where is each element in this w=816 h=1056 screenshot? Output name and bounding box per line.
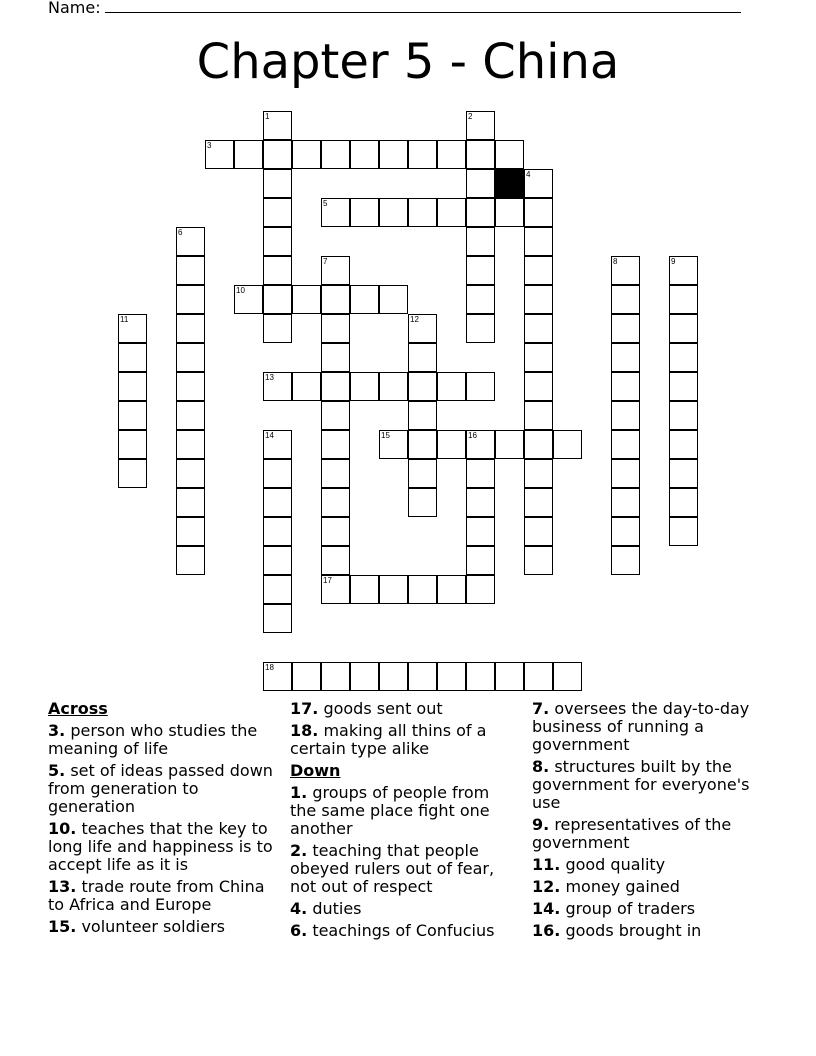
clue-across-17: 17. goods sent out (290, 699, 443, 718)
grid-cell[interactable] (176, 430, 205, 459)
grid-cell[interactable] (408, 343, 437, 372)
grid-cell[interactable] (466, 169, 495, 198)
grid-cell[interactable] (118, 343, 147, 372)
grid-cell[interactable] (611, 372, 640, 401)
grid-cell[interactable] (321, 372, 350, 401)
grid-cell[interactable] (263, 227, 292, 256)
grid-cell[interactable] (321, 488, 350, 517)
clue-number: 13 (265, 373, 274, 382)
grid-cell[interactable] (669, 401, 698, 430)
grid-cell[interactable] (495, 430, 524, 459)
clue-number: 6 (178, 228, 183, 237)
grid-cell[interactable] (350, 285, 379, 314)
grid-cell[interactable] (611, 314, 640, 343)
clue-number: 1 (265, 112, 270, 121)
grid-cell[interactable] (466, 227, 495, 256)
grid-cell[interactable] (669, 343, 698, 372)
clue-down-6: 6. teachings of Confucius (290, 921, 495, 940)
grid-cell[interactable] (524, 285, 553, 314)
grid-cell[interactable] (669, 517, 698, 546)
clue-number: 5 (323, 199, 328, 208)
grid-cell[interactable] (176, 256, 205, 285)
grid-cell[interactable] (408, 430, 437, 459)
clue-down-8: 8. structures built by the government for everyone's use (532, 757, 750, 812)
grid-cell[interactable] (350, 575, 379, 604)
grid-cell[interactable] (524, 517, 553, 546)
clue-down-2: 2. teaching that people obeyed rulers out of fear, not out of respect (290, 841, 495, 896)
grid-cell[interactable] (669, 430, 698, 459)
clue-column-2 (290, 700, 516, 944)
grid-cell[interactable] (176, 343, 205, 372)
across-heading: Across (48, 699, 108, 718)
grid-cell[interactable] (669, 488, 698, 517)
grid-cell[interactable] (379, 140, 408, 169)
clue-number: 3 (207, 141, 212, 150)
grid-cell[interactable] (611, 517, 640, 546)
grid-cell[interactable] (292, 285, 321, 314)
clue-across-18: 18. making all thins of a certain type alike (290, 721, 487, 758)
grid-cell[interactable] (263, 140, 292, 169)
grid-cell[interactable] (350, 372, 379, 401)
clue-number: 10 (236, 286, 245, 295)
clue-across-15: 15. volunteer soldiers (48, 917, 225, 936)
clue-across-5: 5. set of ideas passed down from generation to generation (48, 761, 273, 816)
grid-cell[interactable] (321, 546, 350, 575)
grid-cell[interactable] (234, 140, 263, 169)
down-heading: Down (290, 761, 341, 780)
grid-cell[interactable] (524, 198, 553, 227)
clue-number: 9 (671, 257, 676, 266)
grid-cell[interactable] (321, 662, 350, 691)
clue-number: 2 (468, 112, 473, 121)
grid-cell[interactable] (176, 372, 205, 401)
page-title: Chapter 5 - China (196, 34, 620, 90)
grid-cell[interactable] (524, 459, 553, 488)
grid-cell[interactable] (321, 314, 350, 343)
clue-down-14: 14. group of traders (532, 899, 696, 918)
grid-cell[interactable] (437, 140, 466, 169)
grid-cell[interactable] (321, 343, 350, 372)
grid-cell[interactable] (292, 140, 321, 169)
grid-cell[interactable] (669, 372, 698, 401)
grid-cell[interactable] (379, 285, 408, 314)
grid-cell[interactable] (350, 662, 379, 691)
grid-cell[interactable] (611, 459, 640, 488)
grid-cell[interactable] (118, 401, 147, 430)
clue-number: 14 (265, 431, 274, 440)
grid-cell[interactable] (350, 140, 379, 169)
grid-cell[interactable] (263, 314, 292, 343)
grid-cell[interactable] (408, 372, 437, 401)
grid-cell[interactable] (611, 343, 640, 372)
grid-cell[interactable] (466, 140, 495, 169)
clue-down-1: 1. groups of people from the same place fight one another (290, 783, 490, 838)
grid-cell[interactable] (292, 372, 321, 401)
grid-cell[interactable] (118, 372, 147, 401)
clue-column-1 (48, 700, 284, 940)
grid-cell[interactable] (408, 198, 437, 227)
grid-cell[interactable] (408, 140, 437, 169)
grid-cell[interactable] (263, 285, 292, 314)
grid-cell[interactable] (466, 372, 495, 401)
clue-number: 17 (323, 576, 332, 585)
grid-cell[interactable] (379, 198, 408, 227)
grid-cell[interactable] (176, 401, 205, 430)
grid-cell[interactable] (495, 198, 524, 227)
grid-cell[interactable] (408, 488, 437, 517)
name-label: Name: (48, 0, 101, 17)
grid-cell[interactable] (321, 430, 350, 459)
grid-cell[interactable] (263, 546, 292, 575)
grid-cell[interactable] (669, 314, 698, 343)
grid-cell[interactable] (553, 430, 582, 459)
grid-cell[interactable] (118, 459, 147, 488)
clue-number: 12 (410, 315, 419, 324)
grid-cell[interactable] (321, 401, 350, 430)
clue-down-11: 11. good quality (532, 855, 666, 874)
grid-cell[interactable] (321, 140, 350, 169)
grid-cell[interactable] (176, 546, 205, 575)
clue-number: 15 (381, 431, 390, 440)
clue-column-3 (532, 700, 768, 944)
clue-across-10: 10. teaches that the key to long life and happiness is to accept life as it is (48, 819, 273, 874)
grid-cell[interactable] (524, 401, 553, 430)
grid-cell[interactable] (524, 546, 553, 575)
clue-down-16: 16. goods brought in (532, 921, 702, 940)
clue-number: 16 (468, 431, 477, 440)
grid-cell[interactable] (437, 662, 466, 691)
grid-cell[interactable] (466, 285, 495, 314)
grid-cell[interactable] (437, 198, 466, 227)
grid-cell[interactable] (553, 662, 582, 691)
blocked-cell (495, 169, 524, 198)
clue-down-12: 12. money gained (532, 877, 680, 896)
grid-cell[interactable] (524, 314, 553, 343)
grid-cell[interactable] (118, 430, 147, 459)
grid-cell[interactable] (524, 430, 553, 459)
grid-cell[interactable] (176, 517, 205, 546)
grid-cell[interactable] (379, 575, 408, 604)
grid-cell[interactable] (379, 662, 408, 691)
grid-cell[interactable] (408, 575, 437, 604)
grid-cell[interactable] (524, 227, 553, 256)
grid-cell[interactable] (611, 546, 640, 575)
clue-number: 7 (323, 257, 328, 266)
grid-cell[interactable] (263, 575, 292, 604)
grid-cell[interactable] (263, 488, 292, 517)
grid-cell[interactable] (321, 459, 350, 488)
clue-down-4: 4. duties (290, 899, 362, 918)
grid-cell[interactable] (263, 169, 292, 198)
clue-number: 4 (526, 170, 531, 179)
grid-cell[interactable] (321, 517, 350, 546)
clue-number: 18 (265, 663, 274, 672)
grid-cell[interactable] (263, 459, 292, 488)
grid-cell[interactable] (466, 575, 495, 604)
clue-number: 8 (613, 257, 618, 266)
grid-cell[interactable] (669, 285, 698, 314)
clue-across-13: 13. trade route from China to Africa and Europe (48, 877, 265, 914)
grid-cell[interactable] (263, 198, 292, 227)
grid-cell[interactable] (669, 459, 698, 488)
grid-cell[interactable] (524, 662, 553, 691)
grid-cell[interactable] (466, 198, 495, 227)
grid-cell[interactable] (611, 401, 640, 430)
grid-cell[interactable] (408, 662, 437, 691)
grid-cell[interactable] (379, 372, 408, 401)
grid-cell[interactable] (466, 256, 495, 285)
grid-cell[interactable] (466, 488, 495, 517)
grid-cell[interactable] (524, 343, 553, 372)
clue-number: 11 (120, 315, 129, 324)
grid-cell[interactable] (292, 662, 321, 691)
grid-cell[interactable] (263, 604, 292, 633)
grid-cell[interactable] (263, 517, 292, 546)
grid-cell[interactable] (524, 256, 553, 285)
grid-cell[interactable] (466, 314, 495, 343)
grid-cell[interactable] (321, 285, 350, 314)
clue-down-9: 9. representatives of the government (532, 815, 732, 852)
grid-cell[interactable] (495, 662, 524, 691)
grid-cell[interactable] (408, 459, 437, 488)
grid-cell[interactable] (350, 198, 379, 227)
grid-cell[interactable] (466, 662, 495, 691)
grid-cell[interactable] (524, 488, 553, 517)
grid-cell[interactable] (611, 488, 640, 517)
grid-cell[interactable] (495, 140, 524, 169)
grid-cell[interactable] (176, 488, 205, 517)
grid-cell[interactable] (466, 459, 495, 488)
grid-cell[interactable] (263, 256, 292, 285)
grid-cell[interactable] (437, 372, 466, 401)
grid-cell[interactable] (466, 546, 495, 575)
grid-cell[interactable] (437, 430, 466, 459)
clue-down-7: 7. oversees the day-to-day business of running a government (532, 699, 750, 754)
grid-cell[interactable] (176, 459, 205, 488)
clue-across-3: 3. person who studies the meaning of life (48, 721, 258, 758)
grid-cell[interactable] (176, 285, 205, 314)
grid-cell[interactable] (611, 430, 640, 459)
grid-cell[interactable] (466, 517, 495, 546)
grid-cell[interactable] (524, 372, 553, 401)
grid-cell[interactable] (437, 575, 466, 604)
grid-cell[interactable] (176, 314, 205, 343)
grid-cell[interactable] (408, 401, 437, 430)
grid-cell[interactable] (611, 285, 640, 314)
